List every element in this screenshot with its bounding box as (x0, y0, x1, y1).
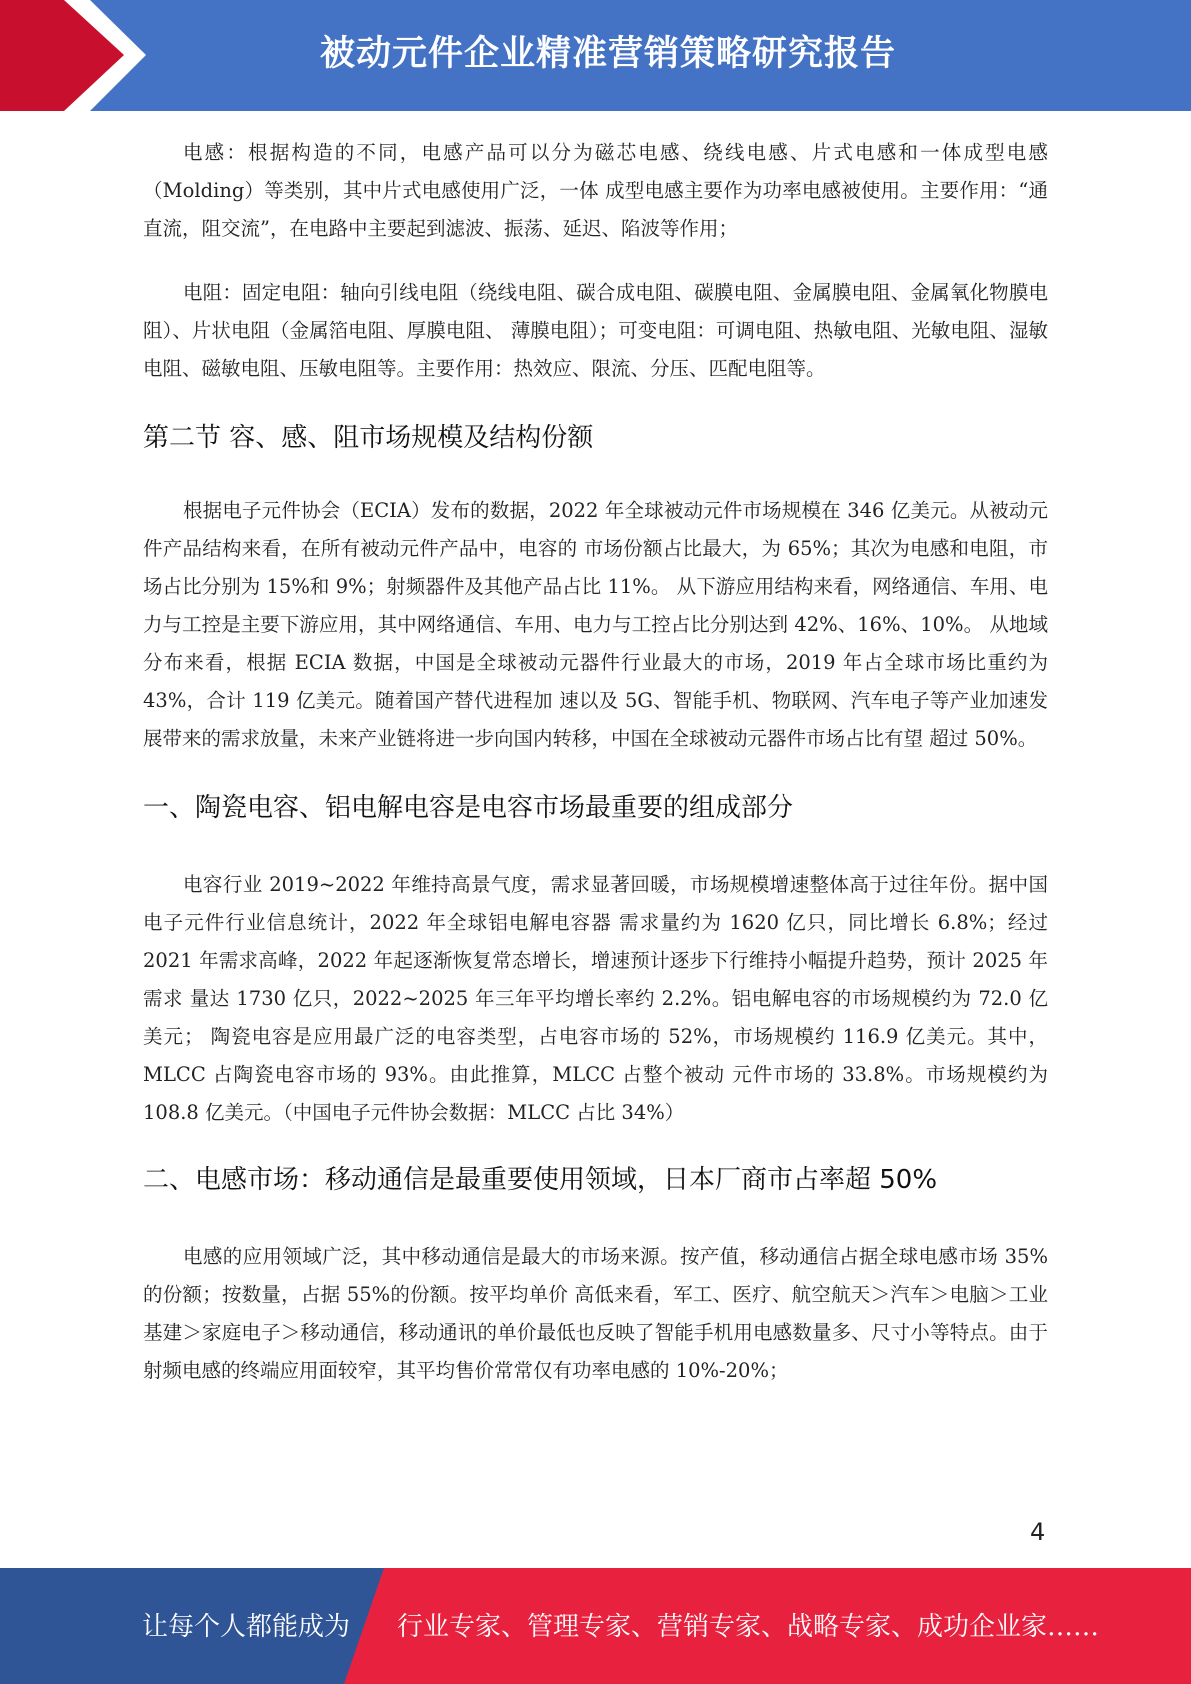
market-size-paragraph: 根据电子元件协会（ECIA）发布的数据，2022 年全球被动元件市场规模在 346 亿美元。从被动元件产品结构来看，在所有被动元件产品中，电容的 市场份额占比最大，为 65%；其次为电感和电阻，市场占比分别为 15%和 9%；射频器件及其他产品占比 11%。 从下游应用结构来看，网络通信、车用、电力与工控是主要下游应用，其中网络通信、车用、电力与工控占比分别达到 42%、16%、10%。 从地域分布来看，根据 ECIA 数据，中国是全球被动元器件行业最大的市场，2019 年占全球市场比重约为 43%，合计 119 亿美元。随着国产替代进程加 速以及 5G、智能手机、物联网、汽车电子等产业加速发展带来的需求放量，未来产业链将进一步向国内转移，中国在全球被动元器件市场占比有望 超过 50%。 (143, 499, 1048, 750)
inductor-subheading: 二、电感市场：移动通信是最重要使用领域，日本厂商市占率超 50% (143, 1165, 938, 1195)
page-header (0, 0, 1191, 111)
footer-slogan-right: 行业专家、管理专家、营销专家、战略专家、成功企业家…… (397, 1612, 1100, 1642)
page-content (143, 134, 1048, 1390)
header-arrow-decoration (0, 0, 160, 111)
footer-slogan-left: 让每个人都能成为 (142, 1612, 351, 1642)
section-two-heading: 第二节 容、感、阻市场规模及结构份额 (143, 423, 594, 453)
inductor-intro-paragraph: 电感：根据构造的不同，电感产品可以分为磁芯电感、绕线电感、片式电感和一体成型电感（Molding）等类别，其中片式电感使用广泛，一体 成型电感主要作为功率电感被使用。主要作用：“通直流，阻交流”，在电路中主要起到滤波、振荡、延迟、陷波等作用； (143, 141, 1048, 240)
paragraph-spacer (143, 248, 1048, 274)
inductor-market-paragraph: 电感的应用领域广泛，其中移动通信是最大的市场来源。按产值，移动通信占据全球电感市场 35%的份额；按数量，占据 55%的份额。按平均单价 高低来看，军工、医疗、航空航天＞汽车＞电脑＞工业基建＞家庭电子＞移动通信，移动通讯的单价最低也反映了智能手机用电感数量多、尺寸小等特点。由于射频电感的终端应用面较窄，其平均售价常常仅有功率电感的 10%-20%； (143, 1245, 1048, 1382)
report-title: 被动元件企业精准营销策略研究报告 (320, 34, 897, 74)
resistor-intro-paragraph: 电阻：固定电阻：轴向引线电阻（绕线电阻、碳合成电阻、碳膜电阻、金属膜电阻、金属氧化物膜电阻）、片状电阻（金属箔电阻、厚膜电阻、 薄膜电阻）；可变电阻：可调电阻、热敏电阻、光敏电阻、湿敏电阻、磁敏电阻、压敏电阻等。主要作用：热效应、限流、分压、匹配电阻等。 (143, 281, 1048, 380)
page-number: 4 (1030, 1518, 1046, 1546)
capacitor-market-paragraph: 电容行业 2019~2022 年维持高景气度，需求显著回暖，市场规模增速整体高于过往年份。据中国电子元件行业信息统计，2022 年全球铝电解电容器 需求量约为 1620 亿只，同比增长 6.8%；经过 2021 年需求高峰，2022 年起逐渐恢复常态增长，增速预计逐步下行维持小幅提升趋势，预计 2025 年需求 量达 1730 亿只，2022~2025 年三年平均增长率约 2.2%。铝电解电容的市场规模约为 72.0 亿美元； 陶瓷电容是应用最广泛的电容类型，占电容市场的 52%，市场规模约 116.9 亿美元。其中，MLCC 占陶瓷电容市场的 93%。由此推算，MLCC 占整个被动 元件市场的 33.8%。市场规模约为 108.8 亿美元。（中国电子元件协会数据：MLCC 占比 34%） (143, 873, 1048, 1124)
page-footer (0, 1568, 1191, 1684)
capacitor-subheading: 一、陶瓷电容、铝电解电容是电容市场最重要的组成部分 (143, 793, 794, 823)
